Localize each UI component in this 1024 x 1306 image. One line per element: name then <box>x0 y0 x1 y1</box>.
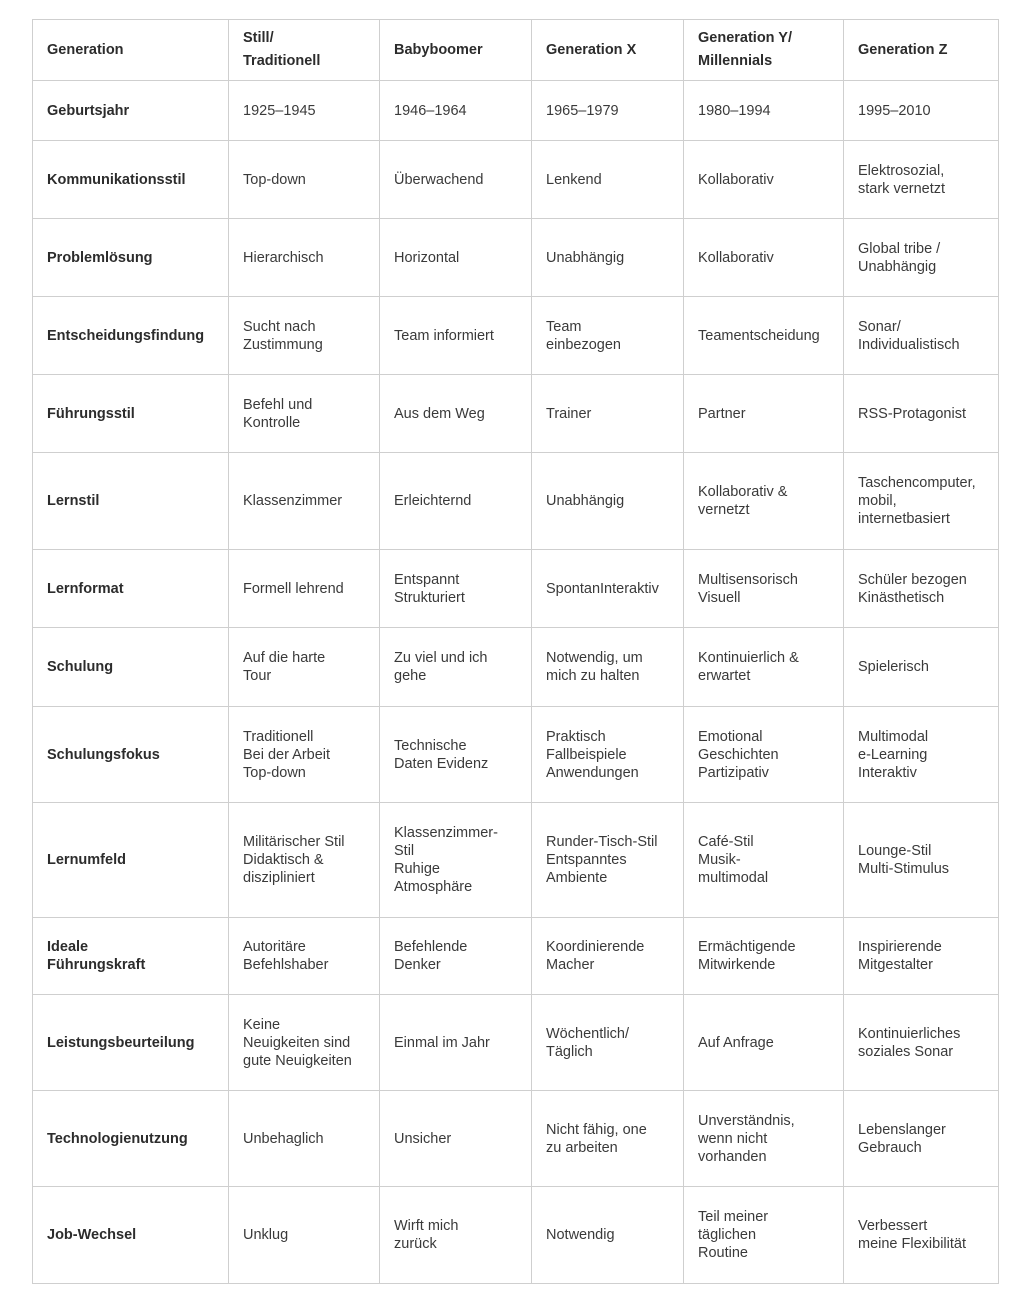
table-cell: Unabhängig <box>532 219 684 297</box>
table-cell: Erleichternd <box>380 453 532 550</box>
table-cell: Militärischer Stil Didaktisch & diszipliniert <box>229 803 380 918</box>
table-cell: SpontanInteraktiv <box>532 550 684 628</box>
row-header: Lernumfeld <box>33 803 229 918</box>
table-cell: Klassenzimmer- Stil Ruhige Atmosphäre <box>380 803 532 918</box>
table-row <box>33 141 999 219</box>
generations-table <box>32 19 999 1284</box>
table-cell: Teamentscheidung <box>684 297 844 375</box>
table-cell: Spielerisch <box>844 628 999 707</box>
table-cell: Autoritäre Befehlshaber <box>229 918 380 995</box>
row-header: Lernstil <box>33 453 229 550</box>
table-cell: Elektrosozial, stark vernetzt <box>844 141 999 219</box>
row-header: Führungsstil <box>33 375 229 453</box>
table-cell: Unverständnis, wenn nicht vorhanden <box>684 1091 844 1187</box>
table-cell: Lenkend <box>532 141 684 219</box>
table-cell: Hierarchisch <box>229 219 380 297</box>
table-cell: 1995–2010 <box>844 81 999 141</box>
table-row <box>33 550 999 628</box>
table-cell: Kontinuierlich & erwartet <box>684 628 844 707</box>
table-cell: Befehlende Denker <box>380 918 532 995</box>
table-cell: Nicht fähig, one zu arbeiten <box>532 1091 684 1187</box>
table-cell: Team einbezogen <box>532 297 684 375</box>
row-header: Geburtsjahr <box>33 81 229 141</box>
column-header: Generation Y/ Millennials <box>684 20 844 81</box>
table-cell: Café-Stil Musik- multimodal <box>684 803 844 918</box>
table-cell: Team informiert <box>380 297 532 375</box>
row-header: Technologienutzung <box>33 1091 229 1187</box>
table-cell: Aus dem Weg <box>380 375 532 453</box>
table-cell: Auf die harte Tour <box>229 628 380 707</box>
table-cell: Koordinierende Macher <box>532 918 684 995</box>
table-cell: Kontinuierliches soziales Sonar <box>844 995 999 1091</box>
column-header: Generation Z <box>844 20 999 81</box>
table-cell: Taschencomputer, mobil, internetbasiert <box>844 453 999 550</box>
table-row <box>33 297 999 375</box>
table-cell: Trainer <box>532 375 684 453</box>
table-cell: Auf Anfrage <box>684 995 844 1091</box>
table-cell: Horizontal <box>380 219 532 297</box>
row-header: Ideale Führungskraft <box>33 918 229 995</box>
table-cell: Unabhängig <box>532 453 684 550</box>
column-header: Babyboomer <box>380 20 532 81</box>
row-header: Entscheidungsfindung <box>33 297 229 375</box>
table-cell: Kollaborativ <box>684 219 844 297</box>
table-cell: Multimodal e-Learning Interaktiv <box>844 707 999 803</box>
table-row <box>33 995 999 1091</box>
table-cell: 1965–1979 <box>532 81 684 141</box>
row-header: Schulungsfokus <box>33 707 229 803</box>
table-cell: Emotional Geschichten Partizipativ <box>684 707 844 803</box>
table-cell: Lounge-Stil Multi-Stimulus <box>844 803 999 918</box>
table-cell: Klassenzimmer <box>229 453 380 550</box>
row-header: Leistungsbeurteilung <box>33 995 229 1091</box>
table-row <box>33 219 999 297</box>
table-cell: 1980–1994 <box>684 81 844 141</box>
table-cell: Top-down <box>229 141 380 219</box>
table-cell: Entspannt Strukturiert <box>380 550 532 628</box>
row-header: Schulung <box>33 628 229 707</box>
table-cell: Sucht nach Zustimmung <box>229 297 380 375</box>
table-cell: Sonar/ Individualistisch <box>844 297 999 375</box>
table-row <box>33 918 999 995</box>
table-cell: Schüler bezogen Kinästhetisch <box>844 550 999 628</box>
row-header: Job-Wechsel <box>33 1187 229 1284</box>
table-cell: Wöchentlich/ Täglich <box>532 995 684 1091</box>
table-row <box>33 628 999 707</box>
table-cell: Kollaborativ <box>684 141 844 219</box>
table-cell: Unbehaglich <box>229 1091 380 1187</box>
table-cell: Multisensorisch Visuell <box>684 550 844 628</box>
table-header-row <box>33 20 999 81</box>
table-cell: Ermächtigende Mitwirkende <box>684 918 844 995</box>
table-cell: Überwachend <box>380 141 532 219</box>
table-cell: Formell lehrend <box>229 550 380 628</box>
table-cell: 1946–1964 <box>380 81 532 141</box>
table-cell: Zu viel und ich gehe <box>380 628 532 707</box>
table-cell: Teil meiner täglichen Routine <box>684 1187 844 1284</box>
table-cell: Wirft mich zurück <box>380 1187 532 1284</box>
table-body <box>33 81 999 1284</box>
table-cell: Kollaborativ & vernetzt <box>684 453 844 550</box>
table-cell: Notwendig, um mich zu halten <box>532 628 684 707</box>
table-cell: 1925–1945 <box>229 81 380 141</box>
table-row <box>33 81 999 141</box>
table-row <box>33 453 999 550</box>
column-header: Generation <box>33 20 229 81</box>
table-cell: Notwendig <box>532 1187 684 1284</box>
table-cell: Befehl und Kontrolle <box>229 375 380 453</box>
table-cell: Traditionell Bei der Arbeit Top-down <box>229 707 380 803</box>
table-cell: Einmal im Jahr <box>380 995 532 1091</box>
table-cell: Praktisch Fallbeispiele Anwendungen <box>532 707 684 803</box>
row-header: Problemlösung <box>33 219 229 297</box>
table-cell: Unklug <box>229 1187 380 1284</box>
table-cell: RSS-Protagonist <box>844 375 999 453</box>
table-cell: Unsicher <box>380 1091 532 1187</box>
table-row <box>33 375 999 453</box>
table-cell: Technische Daten Evidenz <box>380 707 532 803</box>
row-header: Kommunikationsstil <box>33 141 229 219</box>
row-header: Lernformat <box>33 550 229 628</box>
column-header: Generation X <box>532 20 684 81</box>
table-row <box>33 707 999 803</box>
generations-table-container <box>32 19 999 1284</box>
table-cell: Inspirierende Mitgestalter <box>844 918 999 995</box>
table-cell: Verbessert meine Flexibilität <box>844 1187 999 1284</box>
table-row <box>33 803 999 918</box>
table-cell: Partner <box>684 375 844 453</box>
table-cell: Runder-Tisch-Stil Entspanntes Ambiente <box>532 803 684 918</box>
table-row <box>33 1187 999 1284</box>
table-cell: Lebenslanger Gebrauch <box>844 1091 999 1187</box>
column-header: Still/ Traditionell <box>229 20 380 81</box>
table-row <box>33 1091 999 1187</box>
table-cell: Keine Neuigkeiten sind gute Neuigkeiten <box>229 995 380 1091</box>
table-cell: Global tribe / Unabhängig <box>844 219 999 297</box>
